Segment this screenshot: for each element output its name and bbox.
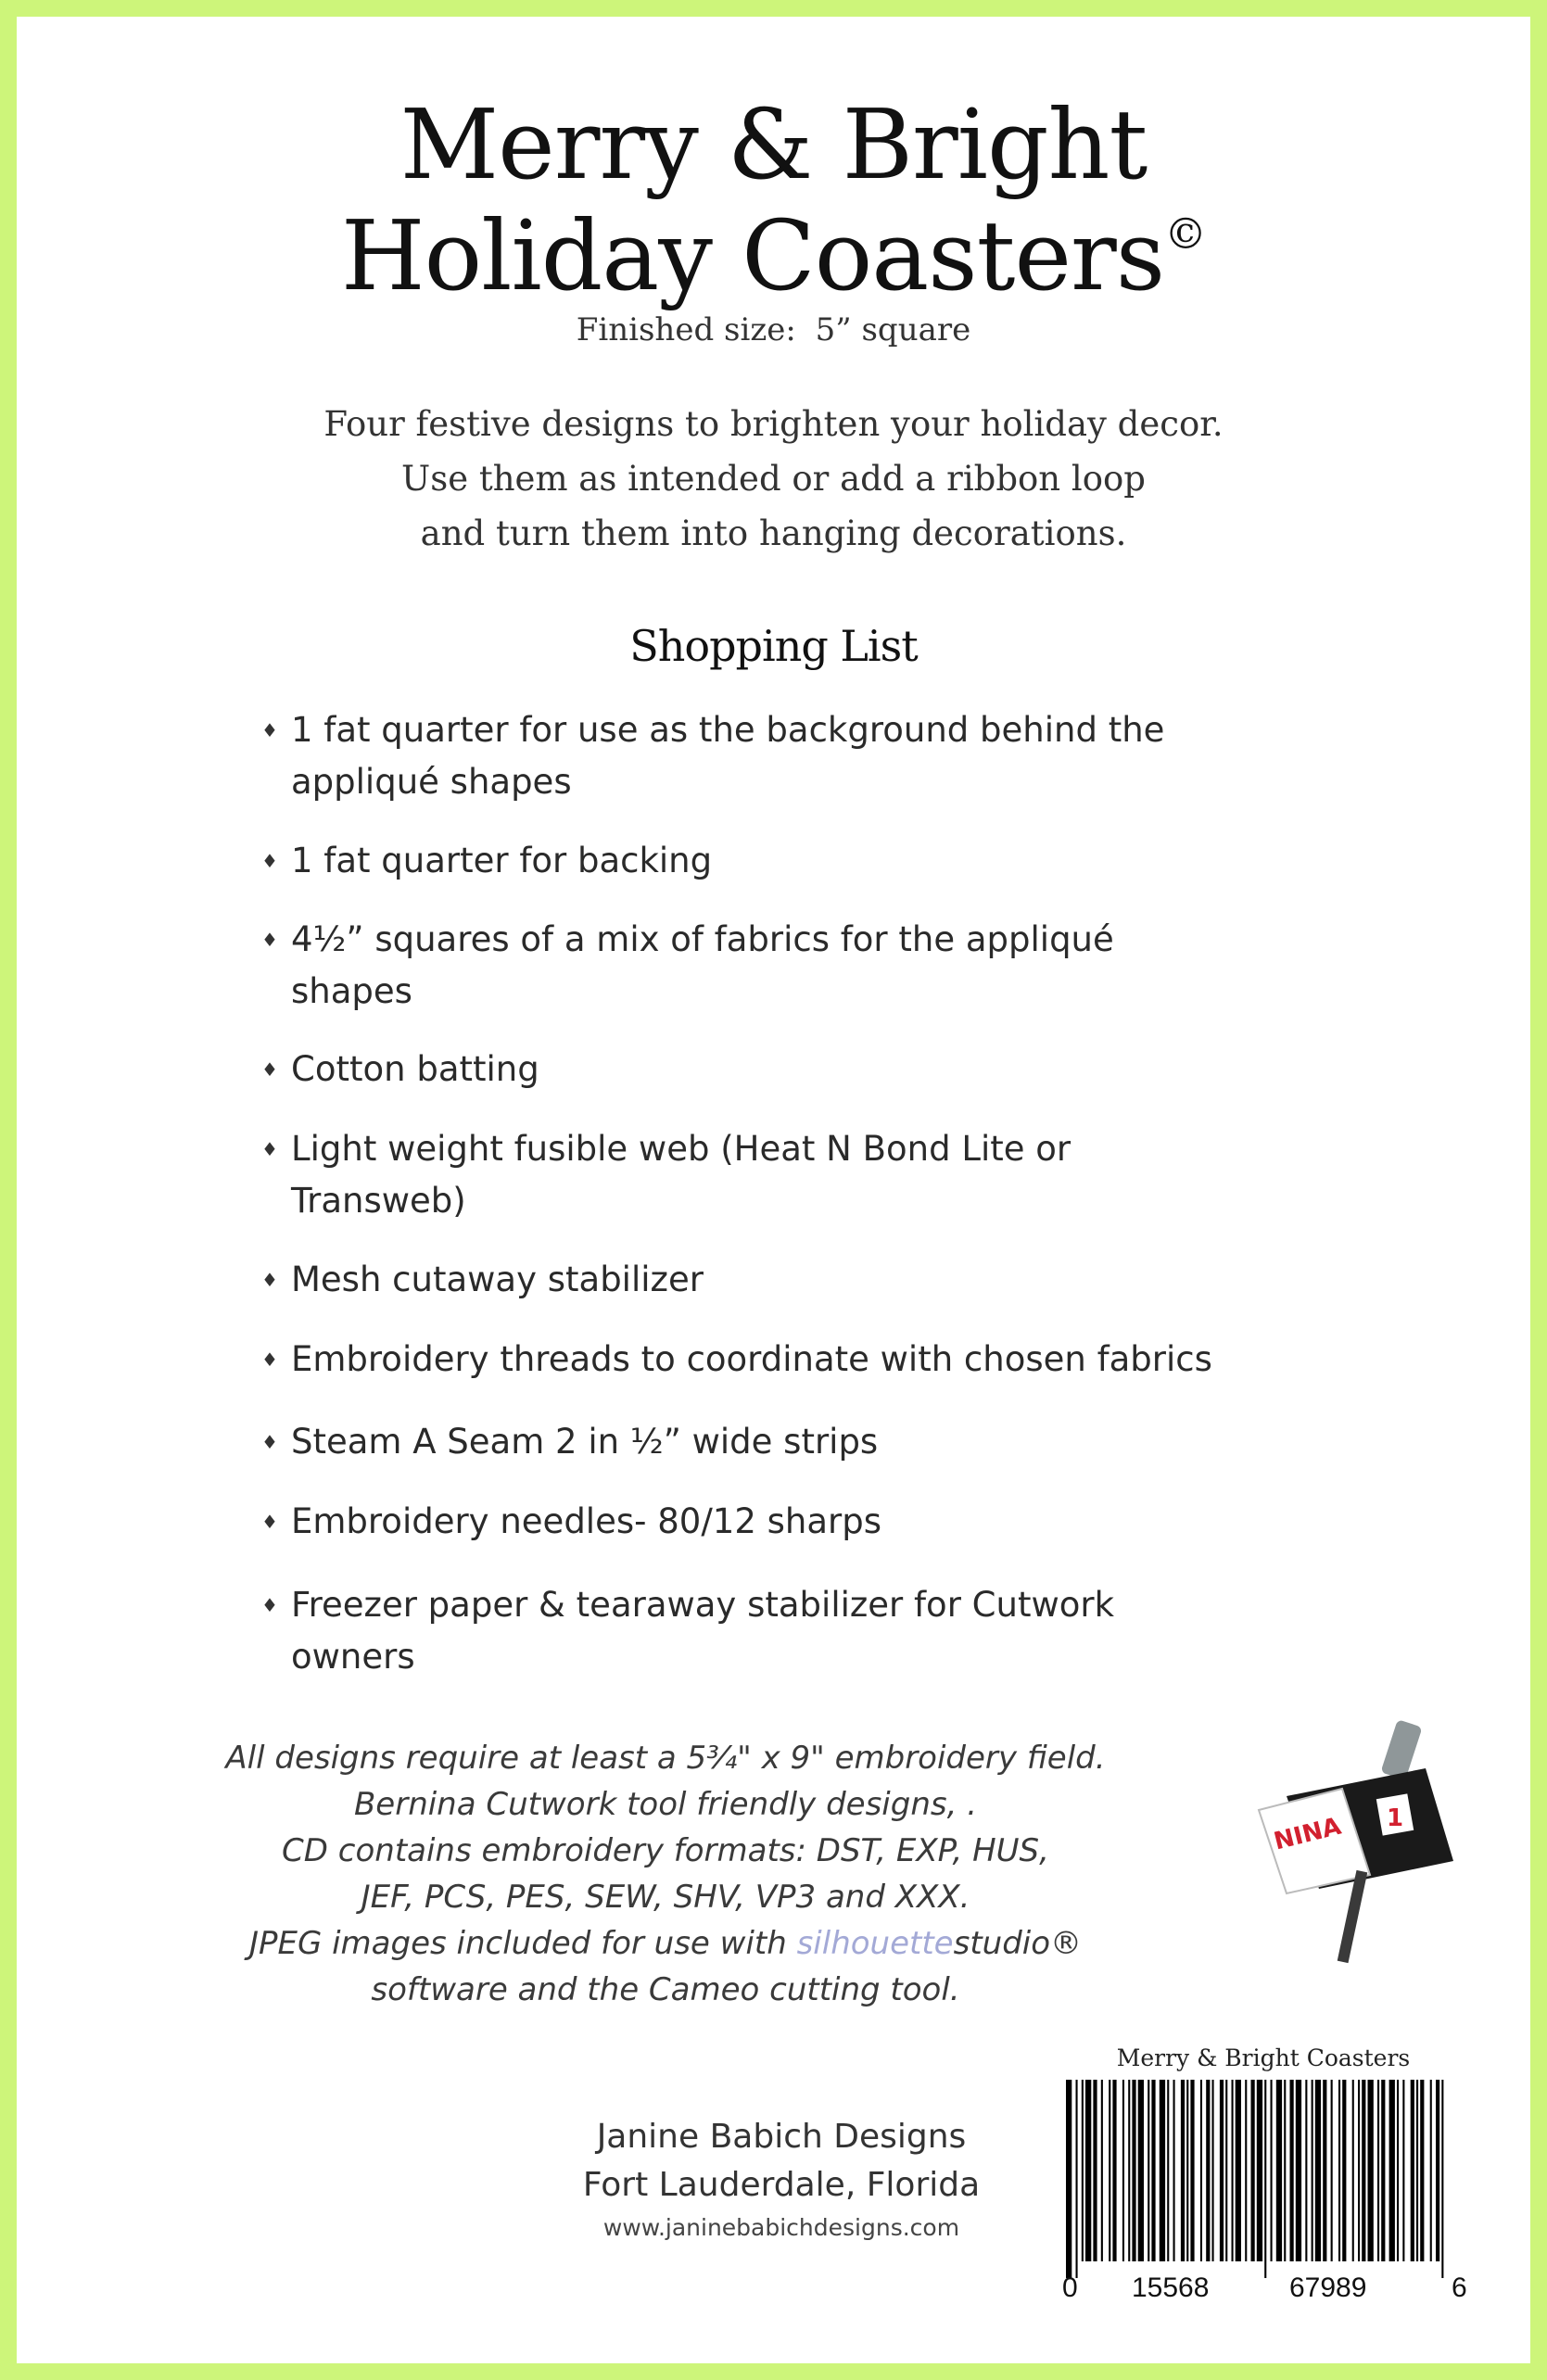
intro-text [17,397,1530,561]
barcode-bar [1200,2080,1202,2261]
title-line-2 [17,199,1530,312]
list-item-line: Transweb) [291,1181,466,1221]
shopping-list-heading: Shopping List [629,621,918,671]
diamond-bullet-icon: ♦ [261,1269,278,1291]
barcode-bar [1082,2080,1084,2261]
note-line-5-prefix: JPEG images included for use with [248,1925,797,1962]
list-item [261,1416,879,1468]
note-line-3: CD contains embroidery formats: DST, EXP, HUS, [282,1832,1049,1869]
barcode-bar [1389,2080,1395,2261]
barcode-digit-last: 6 [1452,2272,1467,2303]
intro-line-3: and turn them into hanging decorations. [420,513,1127,553]
barcode-bar [1331,2080,1333,2261]
list-item-line: Steam A Seam 2 in ½” wide strips [291,1422,879,1462]
title-line-1-text: Merry & Bright [399,88,1148,201]
silhouette-brand: silhouette [796,1925,954,1962]
barcode-bar [1128,2080,1130,2261]
diamond-bullet-icon: ♦ [261,850,278,872]
list-item [261,1496,882,1548]
barcode-bar [1441,2080,1443,2278]
barcode-bar [1122,2080,1124,2261]
barcode-bar [1264,2080,1266,2278]
barcode-bar [1290,2080,1294,2261]
tool-number: 1 [1387,1804,1404,1832]
note-line-6: software and the Cameo cutting tool. [371,1971,960,2008]
barcode-bar [1323,2080,1326,2261]
publisher-location: Fort Lauderdale, Florida [582,2166,981,2204]
barcode-bar [1251,2080,1255,2261]
barcode-bar [1212,2080,1214,2261]
barcode-bar [1148,2080,1149,2261]
barcode-digits [1062,2272,1470,2310]
barcode-bar [1160,2080,1165,2261]
barcode-bar [1173,2080,1175,2261]
barcode-bar [1284,2080,1286,2261]
diamond-bullet-icon: ♦ [261,1511,278,1533]
barcode-group-2: 67989 [1289,2272,1367,2303]
list-item [261,1334,1212,1386]
diamond-bullet-icon: ♦ [261,1058,278,1081]
diamond-bullet-icon: ♦ [261,1431,278,1453]
list-item [261,704,1165,808]
barcode-bar [1312,2080,1313,2261]
barcode-bar [1186,2080,1188,2261]
barcode-bar [1232,2080,1234,2261]
title-line-2-text: Holiday Coasters [340,199,1165,312]
list-item [261,1579,1114,1683]
barcode-bar [1066,2080,1071,2278]
note-line-4: JEF, PCS, PES, SEW, SHV, VP3 and XXX. [361,1879,970,1916]
barcode-bar [1416,2080,1418,2261]
finished-size [17,311,1530,348]
barcode-bar [1342,2080,1346,2261]
finished-size-value: 5” square [815,311,971,348]
barcode-bar [1190,2080,1194,2261]
barcode-bar [1358,2080,1360,2261]
barcode-bar [1181,2080,1185,2261]
diamond-bullet-icon: ♦ [261,719,278,741]
note-line-5-suffix: studio® [953,1925,1083,1962]
list-item [261,1254,704,1306]
barcode-bar [1271,2080,1273,2261]
barcode-bar [1085,2080,1091,2261]
list-item [261,914,1114,1018]
list-item-line: appliqué shapes [291,762,572,802]
barcode-bar [1381,2080,1385,2261]
barcode-bar [1436,2080,1439,2261]
barcode-bar [1305,2080,1307,2261]
barcode-bar [1206,2080,1210,2261]
list-item [261,835,713,887]
bernina-cutwork-tool-image [1231,1703,1509,1981]
title-line-1 [17,88,1530,201]
barcode-bar [1220,2080,1224,2261]
barcode-bar [1167,2080,1169,2261]
barcode-bar [1296,2080,1301,2261]
list-item-line: Embroidery threads to coordinate with chosen fabrics [291,1339,1212,1379]
barcode-bar [1245,2080,1247,2261]
barcode-bar [1132,2080,1135,2261]
barcode-bar [1138,2080,1144,2261]
barcode-bar [1411,2080,1414,2261]
barcode-bar [1093,2080,1097,2261]
barcode-bar [1225,2080,1227,2261]
list-item-line: shapes [291,971,412,1011]
list-item-line: 4½” squares of a mix of fabrics for the appliqué [291,919,1114,959]
list-item-line: Mesh cutaway stabilizer [291,1260,704,1299]
list-item [261,1044,539,1095]
list-item-line: Light weight fusible web (Heat N Bond Lite or [291,1129,1071,1169]
upc-barcode [1062,2080,1452,2278]
diamond-bullet-icon: ♦ [261,1594,278,1616]
publisher-name: Janine Babich Designs [596,2118,967,2156]
list-item-line: owners [291,1637,415,1677]
list-item-line: 1 fat quarter for backing [291,841,713,880]
list-item-line: Embroidery needles- 80/12 sharps [291,1501,882,1541]
barcode-bar [1276,2080,1282,2261]
design-notes [202,1735,1129,2013]
barcode-bar [1368,2080,1374,2261]
list-item-line: Cotton batting [291,1049,539,1089]
list-item-line: Freezer paper & tearaway stabilizer for Cutwork [291,1585,1114,1625]
barcode-bar [1109,2080,1110,2261]
intro-line-1: Four festive designs to brighten your holiday decor. [323,404,1224,444]
barcode-bar [1257,2080,1262,2261]
diamond-bullet-icon: ♦ [261,1138,278,1160]
barcode-digit-first: 0 [1062,2272,1078,2303]
diamond-bullet-icon: ♦ [261,1348,278,1371]
barcode-bar [1377,2080,1379,2261]
note-line-2: Bernina Cutwork tool friendly designs, . [353,1786,978,1823]
barcode-bar [1397,2080,1399,2261]
barcode-bar [1352,2080,1354,2261]
barcode-bar [1362,2080,1365,2261]
finished-size-label: Finished size: [576,311,796,348]
note-line-1: All designs require at least a 5¾" x 9" embroidery field. [225,1740,1106,1777]
list-item-line: 1 fat quarter for use as the background behind the [291,710,1165,750]
barcode-bar [1101,2080,1103,2261]
publisher-website: www.janinebabichdesigns.com [602,2214,960,2241]
barcode-bar [1315,2080,1321,2261]
note-line-5 [202,1920,1129,1967]
copyright-symbol: © [1164,209,1207,259]
barcode-bar [1338,2080,1340,2261]
barcode-group-1: 15568 [1132,2272,1210,2303]
barcode-bar [1236,2080,1241,2261]
barcode-title: Merry & Bright Coasters [1116,2045,1411,2071]
barcode-bar [1076,2080,1078,2278]
barcode-bar [1151,2080,1155,2261]
cutwork-tool-icon [1259,1719,1453,1963]
back-cover-page [17,17,1530,2363]
barcode-bar [1112,2080,1116,2261]
barcode-bar [1430,2080,1432,2261]
barcode-bar [1402,2080,1404,2261]
diamond-bullet-icon: ♦ [261,929,278,951]
list-item [261,1123,1071,1227]
barcode-bar [1420,2080,1424,2261]
publisher-info [522,2113,1041,2247]
intro-line-2: Use them as intended or add a ribbon loop [401,459,1146,499]
tool-brand-label: NINA [1271,1812,1344,1856]
